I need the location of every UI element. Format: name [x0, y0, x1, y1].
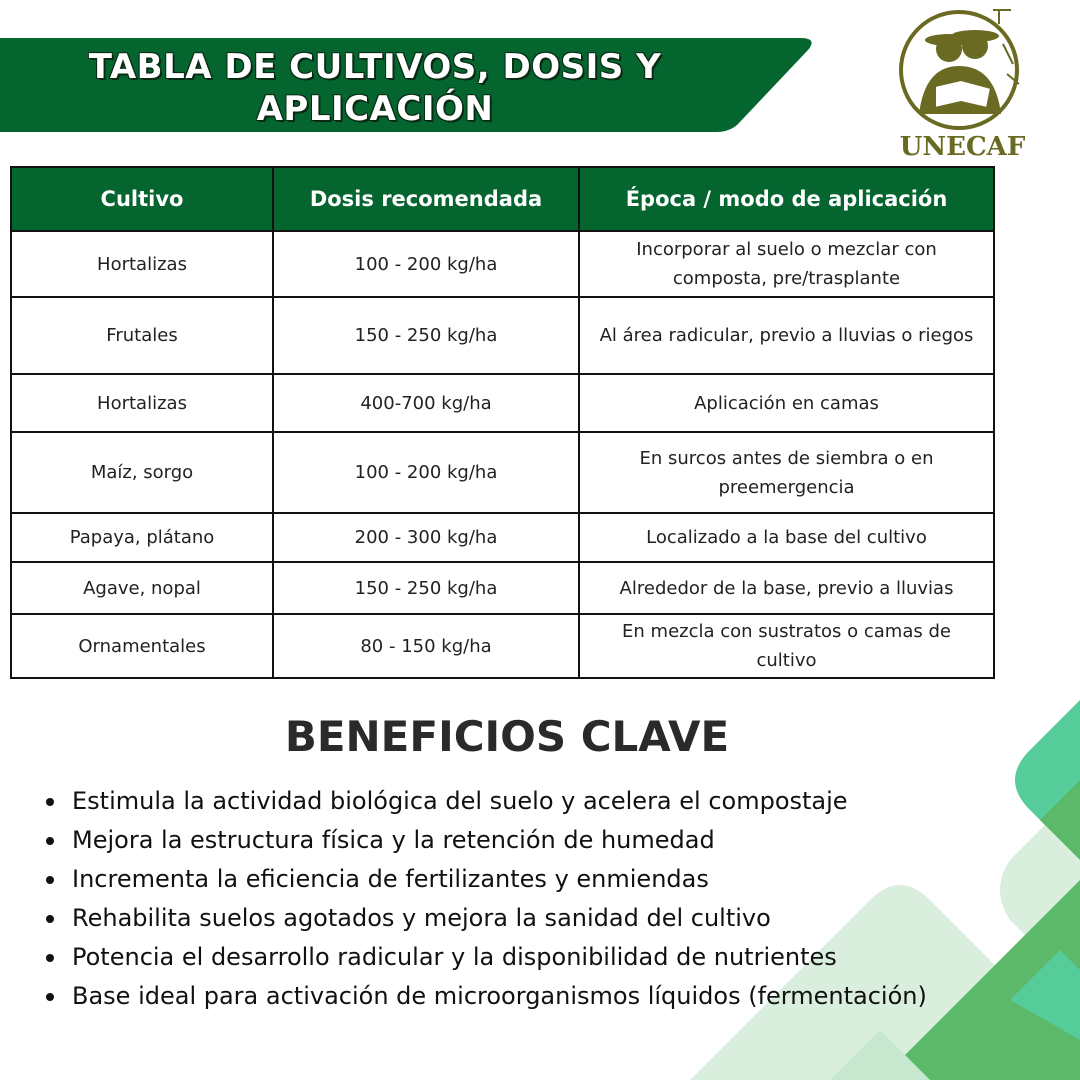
column-header-epoca: Época / modo de aplicación [579, 167, 994, 231]
table-row [11, 374, 994, 432]
cell-dosis: 100 - 200 kg/ha [273, 432, 579, 513]
benefits-list [42, 782, 927, 1016]
page-title: TABLA DE CULTIVOS, DOSIS Y APLICACIÓN [88, 47, 662, 129]
cell-cultivo: Agave, nopal [11, 562, 273, 614]
table-header-row [11, 167, 994, 231]
cell-cultivo: Papaya, plátano [11, 513, 273, 562]
cell-epoca: Al área radicular, previo a lluvias o riegos [579, 297, 994, 374]
table-row [11, 562, 994, 614]
cell-dosis: 80 - 150 kg/ha [273, 614, 579, 678]
cell-epoca: Alrededor de la base, previo a lluvias [579, 562, 994, 614]
cell-dosis: 150 - 250 kg/ha [273, 562, 579, 614]
table-row [11, 231, 994, 297]
benefit-item: Base ideal para activación de microorganismos líquidos (fermentación) [42, 977, 927, 1016]
cell-epoca: En mezcla con sustratos o camas de cultivo [579, 614, 994, 678]
cell-epoca: Aplicación en camas [579, 374, 994, 432]
unecaf-logo [895, 4, 1030, 164]
table-row [11, 432, 994, 513]
benefit-item: Rehabilita suelos agotados y mejora la sanidad del cultivo [42, 899, 927, 938]
table-row [11, 614, 994, 678]
table-row [11, 297, 994, 374]
benefit-item: Incrementa la eficiencia de fertilizantes y enmiendas [42, 860, 927, 899]
crops-table [10, 166, 995, 679]
cell-epoca: En surcos antes de siembra o en preemergencia [579, 432, 994, 513]
cell-cultivo: Ornamentales [11, 614, 273, 678]
column-header-dosis: Dosis recomendada [273, 167, 579, 231]
cell-cultivo: Hortalizas [11, 231, 273, 297]
benefit-item: Estimula la actividad biológica del suelo y acelera el compostaje [42, 782, 927, 821]
benefits-title: BENEFICIOS CLAVE [284, 712, 730, 761]
farmers-reading-icon [895, 4, 1030, 134]
benefit-item: Potencia el desarrollo radicular y la disponibilidad de nutrientes [42, 938, 927, 977]
cell-cultivo: Maíz, sorgo [11, 432, 273, 513]
logo-text: UNECAF [899, 132, 1026, 162]
cell-dosis: 200 - 300 kg/ha [273, 513, 579, 562]
cell-epoca: Localizado a la base del cultivo [579, 513, 994, 562]
column-header-cultivo: Cultivo [11, 167, 273, 231]
cell-dosis: 100 - 200 kg/ha [273, 231, 579, 297]
benefit-item: Mejora la estructura física y la retención de humedad [42, 821, 927, 860]
cell-dosis: 400-700 kg/ha [273, 374, 579, 432]
cell-cultivo: Frutales [11, 297, 273, 374]
cell-cultivo: Hortalizas [11, 374, 273, 432]
cell-dosis: 150 - 250 kg/ha [273, 297, 579, 374]
table-row [11, 513, 994, 562]
cell-epoca: Incorporar al suelo o mezclar con composta, pre/trasplante [579, 231, 994, 297]
